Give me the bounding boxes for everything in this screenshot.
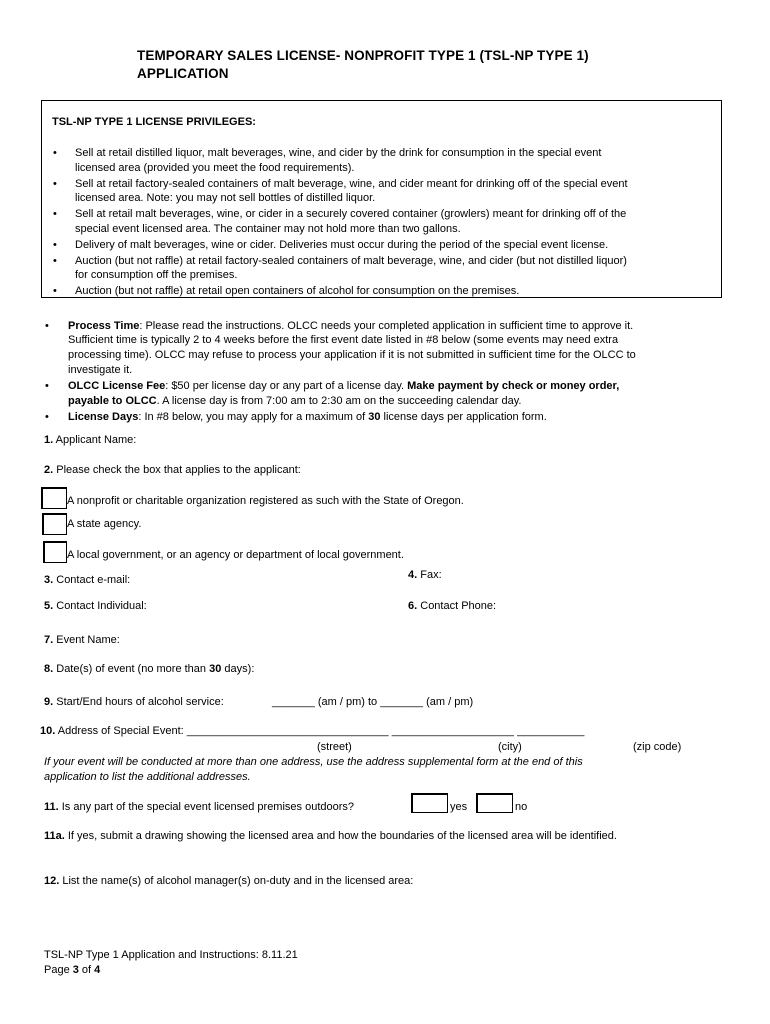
question-label: Contact Phone: bbox=[417, 600, 497, 612]
city-caption: (city) bbox=[498, 741, 522, 753]
local-government-checkbox[interactable] bbox=[43, 541, 67, 563]
footer-form-version: TSL-NP Type 1 Application and Instructions: 8.11.21 bbox=[44, 949, 298, 961]
max-days: 30 bbox=[209, 663, 222, 675]
zip-caption: (zip code) bbox=[633, 741, 682, 753]
license-days-text: : In #8 below, you may apply for a maximum of bbox=[138, 411, 369, 423]
question-label: If yes, submit a drawing showing the licensed area and how the boundaries of the licensed area will be identified. bbox=[64, 830, 617, 842]
q2-applicant-type bbox=[44, 464, 301, 476]
q11-outdoors bbox=[44, 801, 354, 813]
question-number: 11a. bbox=[44, 830, 65, 842]
question-label: List the name(s) of alcohol manager(s) on-duty and in the licensed area: bbox=[59, 875, 414, 887]
license-fee-line bbox=[68, 380, 619, 392]
question-label: days): bbox=[221, 663, 255, 675]
no-label: no bbox=[515, 801, 528, 813]
service-hours-fill[interactable]: _______ (am / pm) to _______ (am / pm) bbox=[272, 696, 474, 708]
bullet-icon: • bbox=[53, 285, 57, 297]
question-label: Applicant Name: bbox=[53, 434, 137, 446]
nonprofit-checkbox[interactable] bbox=[41, 487, 67, 509]
question-label: Is any part of the special event licensed premises outdoors? bbox=[58, 801, 355, 813]
q5-contact-individual bbox=[44, 600, 147, 612]
question-number: 9. bbox=[44, 696, 54, 708]
license-days-label: License Days bbox=[68, 411, 139, 423]
privilege-text: special event licensed area. The container may not hold more than two gallons. bbox=[75, 223, 461, 235]
bullet-icon: • bbox=[45, 411, 49, 423]
process-time-text: : Please read the instructions. OLCC needs your completed application in sufficient time to approve it. bbox=[139, 320, 634, 332]
process-time-label: Process Time bbox=[68, 320, 140, 332]
note-text: application to list the additional addresses. bbox=[44, 771, 251, 783]
process-time-text: Sufficient time is typically 2 to 4 weeks before the first event date listed in #8 below (some events may need extra bbox=[68, 334, 619, 346]
privilege-text: licensed area (provided you meet the food requirements). bbox=[75, 162, 355, 174]
question-number: 5. bbox=[44, 600, 54, 612]
page-of-label: of bbox=[78, 964, 95, 976]
privilege-text: Sell at retail distilled liquor, malt beverages, wine, and cider by the drink for consumption in the special event bbox=[75, 147, 602, 159]
privilege-text: Delivery of malt beverages, wine or cider. Deliveries must occur during the period of the special event license. bbox=[75, 239, 609, 251]
q4-fax bbox=[408, 569, 442, 581]
question-number: 4. bbox=[408, 569, 418, 581]
privilege-text: Auction (but not raffle) at retail open containers of alcohol for consumption on the premises. bbox=[75, 285, 520, 297]
bullet-icon: • bbox=[53, 147, 57, 159]
q10-event-address bbox=[40, 725, 584, 737]
privilege-text: Sell at retail malt beverages, wine, or cider in a securely covered container (growlers) meant for drinking off of the bbox=[75, 208, 627, 220]
license-fee-text: . A license day is from 7:00 am to 2:30 am on the succeeding calendar day. bbox=[156, 395, 522, 407]
bullet-icon: • bbox=[53, 208, 57, 220]
privilege-text: for consumption off the premises. bbox=[75, 269, 238, 281]
process-time-text: processing time). OLCC may refuse to process your application if it is not submitted in sufficient time for the OLCC to bbox=[68, 349, 636, 361]
address-fill-line[interactable]: Address of Special Event: _________________________________ ____________________ ___________ bbox=[55, 725, 585, 737]
page-label: Page bbox=[44, 964, 73, 976]
question-number: 11. bbox=[44, 801, 59, 813]
q12-alcohol-managers bbox=[44, 875, 413, 887]
question-number: 6. bbox=[408, 600, 418, 612]
license-fee-line2 bbox=[68, 395, 521, 407]
footer-page-number bbox=[44, 964, 100, 976]
license-fee-label: OLCC License Fee bbox=[68, 380, 166, 392]
q9-service-hours bbox=[44, 696, 224, 708]
privilege-text: Sell at retail factory-sealed containers of malt beverage, wine, and cider meant for drinking off of the special event bbox=[75, 178, 628, 190]
page-title: TEMPORARY SALES LICENSE- NONPROFIT TYPE 1 (TSL-NP TYPE 1) bbox=[137, 48, 589, 63]
question-number: 7. bbox=[44, 634, 54, 646]
process-time-line bbox=[68, 320, 633, 332]
q7-event-name bbox=[44, 634, 120, 646]
question-label: Contact Individual: bbox=[53, 600, 147, 612]
bullet-icon: • bbox=[45, 320, 49, 332]
question-label: Start/End hours of alcohol service: bbox=[53, 696, 224, 708]
privilege-text: licensed area. Note: you may not sell bottles of distilled liquor. bbox=[75, 192, 376, 204]
bullet-icon: • bbox=[53, 239, 57, 251]
process-time-text: investigate it. bbox=[68, 364, 133, 376]
license-days-line bbox=[68, 411, 547, 423]
license-fee-payment: Make payment by check or money order, bbox=[407, 380, 620, 392]
question-label: Event Name: bbox=[53, 634, 120, 646]
question-number: 10. bbox=[40, 725, 56, 737]
question-label: Date(s) of event (no more than bbox=[53, 663, 210, 675]
option-nonprofit-label: A nonprofit or charitable organization registered as such with the State of Oregon. bbox=[67, 495, 464, 507]
question-label: Please check the box that applies to the applicant: bbox=[53, 464, 301, 476]
q6-contact-phone bbox=[408, 600, 496, 612]
bullet-icon: • bbox=[53, 178, 57, 190]
q8-event-dates bbox=[44, 663, 254, 675]
q11a-drawing bbox=[44, 830, 617, 842]
multi-address-note bbox=[44, 771, 251, 783]
note-text: If your event will be conducted at more than one address, use the address supplemental form at the end of this bbox=[44, 756, 583, 768]
page-total: 4 bbox=[94, 964, 101, 976]
bullet-icon: • bbox=[45, 380, 49, 392]
page-title-line2: APPLICATION bbox=[137, 66, 229, 81]
privilege-text: Auction (but not raffle) at retail factory-sealed containers of malt beverage, wine, and cider (but not distilled liquor) bbox=[75, 255, 627, 267]
outdoors-yes-checkbox[interactable] bbox=[411, 793, 448, 813]
question-number: 1. bbox=[44, 434, 54, 446]
multi-address-note bbox=[44, 756, 583, 768]
question-number: 8. bbox=[44, 663, 54, 675]
yes-label: yes bbox=[450, 801, 468, 813]
option-local-government-label: A local government, or an agency or department of local government. bbox=[67, 549, 404, 561]
question-number: 3. bbox=[44, 574, 54, 586]
q1-applicant-name bbox=[44, 434, 136, 446]
license-fee-text: : $50 per license day or any part of a license day. bbox=[165, 380, 408, 392]
question-number: 2. bbox=[44, 464, 54, 476]
license-days-max: 30 bbox=[368, 411, 381, 423]
option-state-agency-label: A state agency. bbox=[67, 518, 142, 530]
question-number: 12. bbox=[44, 875, 60, 887]
page-current: 3 bbox=[72, 964, 79, 976]
state-agency-checkbox[interactable] bbox=[42, 513, 67, 535]
bullet-icon: • bbox=[53, 255, 57, 267]
license-days-text: license days per application form. bbox=[380, 411, 547, 423]
question-label: Fax: bbox=[417, 569, 442, 581]
outdoors-no-checkbox[interactable] bbox=[476, 793, 513, 813]
license-fee-payable: payable to OLCC bbox=[68, 395, 157, 407]
question-label: Contact e-mail: bbox=[53, 574, 131, 586]
q3-contact-email bbox=[44, 574, 130, 586]
street-caption: (street) bbox=[317, 741, 352, 753]
privileges-heading: TSL-NP TYPE 1 LICENSE PRIVILEGES: bbox=[52, 116, 256, 128]
